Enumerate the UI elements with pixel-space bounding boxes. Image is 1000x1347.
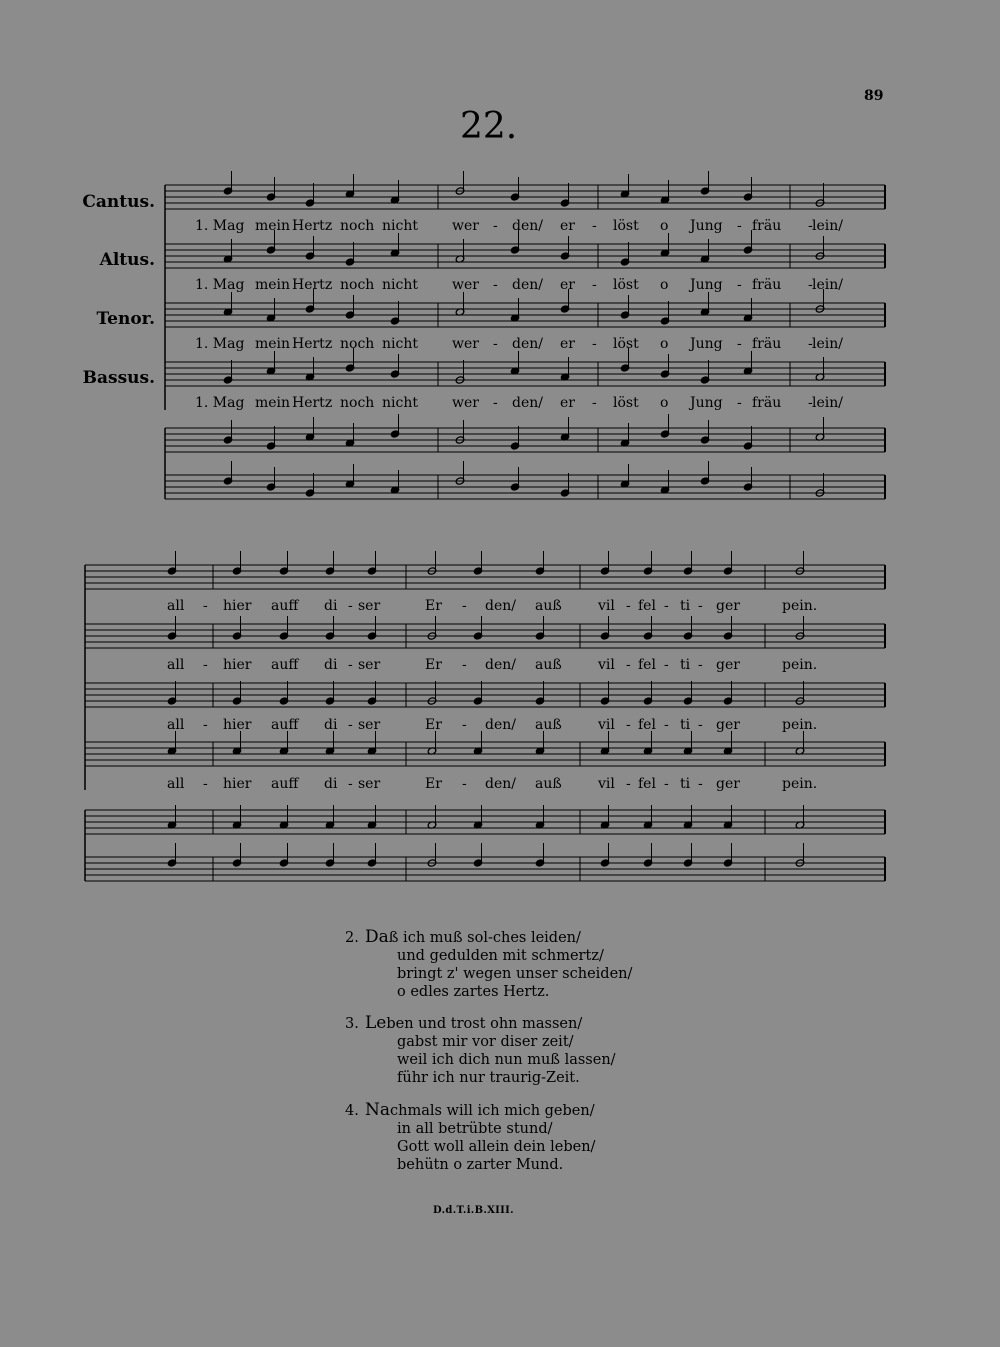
lyric-syllable: fräu (752, 277, 782, 293)
lyric-syllable: fräu (752, 218, 782, 234)
lyric-syllable: - (493, 277, 498, 293)
lyric-syllable: - (664, 717, 669, 733)
lyric-syllable: den/ (485, 657, 516, 673)
lyric-syllable: pein. (782, 657, 818, 673)
lyric-syllable: - (348, 598, 353, 614)
lyric-syllable: er (560, 277, 575, 293)
lyric-syllable: den/ (485, 717, 516, 733)
lyric-syllable: auß (535, 598, 562, 614)
lyric-syllable: - (698, 598, 703, 614)
lyric-syllable: er (560, 395, 575, 411)
lyric-syllable: nicht (382, 395, 418, 411)
lyric-syllable: ser (358, 657, 381, 673)
lyric-syllable: auß (535, 657, 562, 673)
lyric-syllable: den/ (485, 598, 516, 614)
lyric-syllable: fel (638, 598, 656, 614)
lyric-syllable: - (493, 336, 498, 352)
lyric-syllable: fel (638, 657, 656, 673)
lyric-syllable: - (626, 776, 631, 792)
lyric-syllable: den/ (512, 395, 543, 411)
voice-label-altus: Altus. (99, 250, 155, 270)
lyric-syllable: ser (358, 717, 381, 733)
lyric-syllable: fel (638, 717, 656, 733)
lyric-syllable: Hertz (292, 277, 333, 293)
verse-4: 4. Nachmals will ich mich geben/ in all betrübte stund/ Gott woll allein dein leben/ behütn o zarter Mund. (345, 1100, 596, 1173)
lyric-syllable: - (664, 776, 669, 792)
lyric-syllable: noch (340, 395, 375, 411)
lyric-syllable: - (626, 598, 631, 614)
lyric-syllable: - (348, 776, 353, 792)
lyric-syllable: noch (340, 277, 375, 293)
lyric-syllable: mein (255, 395, 291, 411)
lyric-syllable: - (626, 657, 631, 673)
lyric-syllable: all (167, 717, 185, 733)
lyric-syllable: noch (340, 218, 375, 234)
lyric-syllable: o (660, 218, 669, 234)
lyric-syllable: auff (271, 776, 299, 792)
voice-label-tenor: Tenor. (96, 309, 155, 329)
lyric-syllable: - (808, 395, 813, 411)
lyric-syllable: Er (425, 776, 442, 792)
lyric-syllable: hier (223, 776, 252, 792)
lyric-syllable: - (348, 717, 353, 733)
lyric-syllable: auß (535, 717, 562, 733)
lyric-syllable: - (462, 776, 467, 792)
lyric-syllable: ger (716, 657, 740, 673)
lyric-syllable: - (737, 277, 742, 293)
lyric-syllable: ti (680, 657, 691, 673)
lyric-syllable: Er (425, 657, 442, 673)
lyric-syllable: 1. Mag (195, 336, 245, 352)
verse-3: 3. Leben und trost ohn massen/ gabst mir vor diser zeit/ weil ich dich nun muß lassen/ führ ich nur traurig-Zeit. (345, 1013, 616, 1086)
lyric-syllable: - (203, 776, 208, 792)
lyric-syllable: 1. Mag (195, 218, 245, 234)
lyric-syllable: den/ (485, 776, 516, 792)
lyric-syllable: er (560, 336, 575, 352)
lyric-syllable: ti (680, 776, 691, 792)
lyric-syllable: den/ (512, 336, 543, 352)
voice-label-bassus: Bassus. (82, 368, 155, 388)
lyric-syllable: o (660, 277, 669, 293)
lyric-syllable: di (324, 717, 338, 733)
lyric-syllable: löst (613, 218, 639, 234)
lyric-syllable: ti (680, 717, 691, 733)
lyric-syllable: - (592, 277, 597, 293)
lyric-syllable: er (560, 218, 575, 234)
footer-reference: D.d.T.i.B.XIII. (433, 1205, 514, 1216)
lyric-syllable: Er (425, 717, 442, 733)
lyric-syllable: - (462, 717, 467, 733)
lyric-syllable: - (698, 657, 703, 673)
lyric-syllable: hier (223, 598, 252, 614)
lyric-syllable: - (808, 336, 813, 352)
lyric-syllable: 1. Mag (195, 395, 245, 411)
lyric-syllable: pein. (782, 776, 818, 792)
lyric-syllable: noch (340, 336, 375, 352)
lyric-syllable: vil (598, 657, 615, 673)
lyric-syllable: - (493, 395, 498, 411)
lyric-syllable: - (592, 218, 597, 234)
lyric-syllable: lein/ (812, 395, 843, 411)
lyric-syllable: Jung (690, 336, 723, 352)
lyric-syllable: pein. (782, 717, 818, 733)
lyric-syllable: - (664, 598, 669, 614)
lyric-syllable: - (808, 277, 813, 293)
lyric-syllable: vil (598, 776, 615, 792)
lyric-syllable: nicht (382, 277, 418, 293)
lyric-syllable: all (167, 776, 185, 792)
lyric-syllable: - (737, 218, 742, 234)
lyric-syllable: löst (613, 277, 639, 293)
lyric-syllable: auff (271, 657, 299, 673)
verse-2: 2. Daß ich muß sol-ches leiden/ und gedulden mit schmertz/ bringt z' wegen unser scheiden/ o edles zartes Hertz. (345, 927, 633, 1000)
lyric-syllable: den/ (512, 218, 543, 234)
lyric-syllable: pein. (782, 598, 818, 614)
lyric-syllable: auff (271, 717, 299, 733)
lyric-syllable: di (324, 776, 338, 792)
piece-number: 22. (460, 106, 518, 147)
lyric-syllable: ser (358, 598, 381, 614)
lyric-syllable: ger (716, 776, 740, 792)
lyric-syllable: nicht (382, 336, 418, 352)
lyric-syllable: wer (452, 277, 479, 293)
lyric-syllable: mein (255, 336, 291, 352)
lyric-syllable: lein/ (812, 336, 843, 352)
lyric-syllable: ger (716, 717, 740, 733)
lyric-syllable: ti (680, 598, 691, 614)
lyric-syllable: fel (638, 776, 656, 792)
lyric-syllable: fräu (752, 395, 782, 411)
lyric-syllable: - (592, 336, 597, 352)
lyric-syllable: auff (271, 598, 299, 614)
lyric-syllable: - (203, 598, 208, 614)
lyric-syllable: hier (223, 717, 252, 733)
lyric-syllable: - (203, 717, 208, 733)
lyric-syllable: - (493, 218, 498, 234)
lyric-syllable: vil (598, 717, 615, 733)
lyric-syllable: Hertz (292, 395, 333, 411)
lyric-syllable: 1. Mag (195, 277, 245, 293)
lyric-syllable: - (737, 395, 742, 411)
lyric-syllable: Hertz (292, 336, 333, 352)
lyric-syllable: - (626, 717, 631, 733)
lyric-syllable: wer (452, 395, 479, 411)
lyric-syllable: ger (716, 598, 740, 614)
lyric-syllable: Jung (690, 218, 723, 234)
lyric-syllable: mein (255, 218, 291, 234)
lyric-syllable: - (203, 657, 208, 673)
lyric-syllable: - (698, 776, 703, 792)
lyric-syllable: - (737, 336, 742, 352)
lyric-syllable: - (592, 395, 597, 411)
lyric-syllable: lein/ (812, 218, 843, 234)
lyric-syllable: o (660, 395, 669, 411)
lyric-syllable: hier (223, 657, 252, 673)
lyric-syllable: - (664, 657, 669, 673)
lyric-syllable: o (660, 336, 669, 352)
lyric-syllable: - (462, 657, 467, 673)
lyric-syllable: fräu (752, 336, 782, 352)
lyric-syllable: - (808, 218, 813, 234)
lyric-syllable: all (167, 598, 185, 614)
lyric-syllable: Hertz (292, 218, 333, 234)
lyric-syllable: löst (613, 336, 639, 352)
lyric-syllable: den/ (512, 277, 543, 293)
voice-label-cantus: Cantus. (82, 192, 155, 212)
lyric-syllable: - (462, 598, 467, 614)
lyric-syllable: di (324, 598, 338, 614)
lyric-syllable: mein (255, 277, 291, 293)
lyric-syllable: ser (358, 776, 381, 792)
lyric-syllable: lein/ (812, 277, 843, 293)
lyric-syllable: - (698, 717, 703, 733)
lyric-syllable: vil (598, 598, 615, 614)
lyric-syllable: auß (535, 776, 562, 792)
lyric-syllable: all (167, 657, 185, 673)
lyric-syllable: wer (452, 218, 479, 234)
lyric-syllable: - (348, 657, 353, 673)
lyric-syllable: di (324, 657, 338, 673)
lyric-syllable: Jung (690, 395, 723, 411)
lyric-syllable: löst (613, 395, 639, 411)
page-number: 89 (864, 88, 884, 104)
lyric-syllable: nicht (382, 218, 418, 234)
lyric-syllable: Er (425, 598, 442, 614)
lyric-syllable: wer (452, 336, 479, 352)
lyric-syllable: Jung (690, 277, 723, 293)
